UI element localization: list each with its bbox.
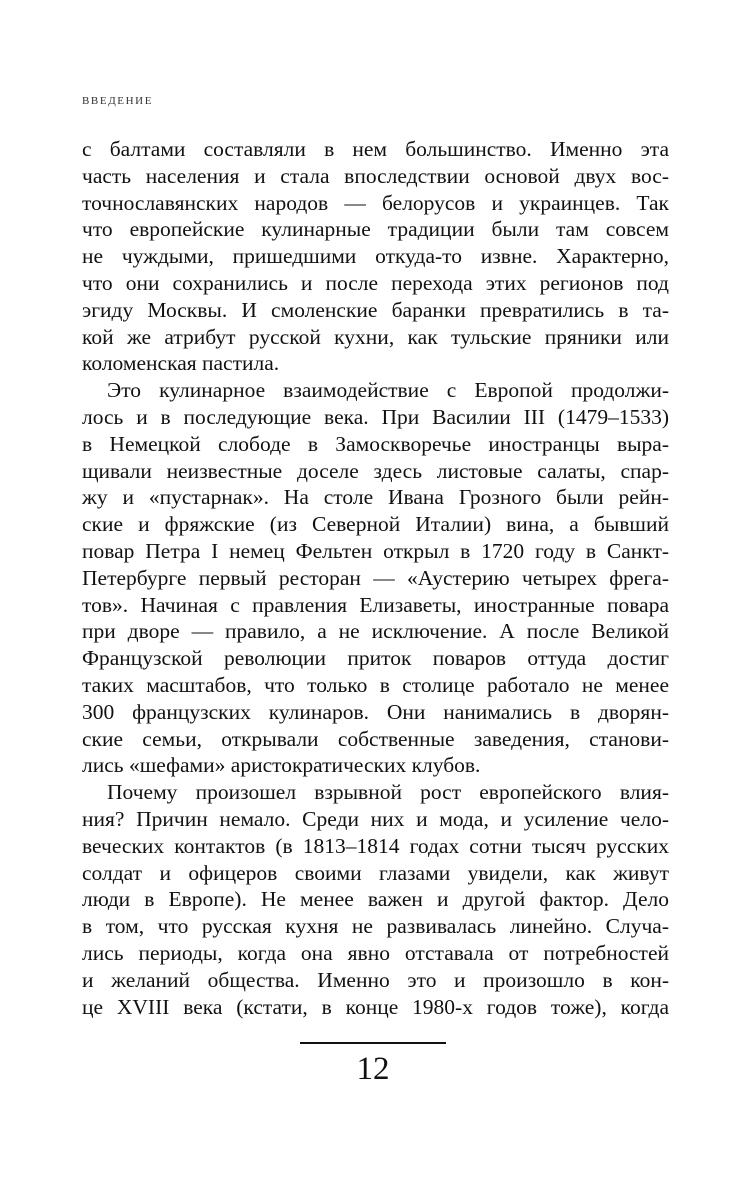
text-line: в том, что русская кухня не развивалась линейно. Случа- (82, 914, 669, 939)
text-line: ские и фряжские (из Северной Италии) вина, а бывший (82, 512, 669, 537)
text-line: коломенская пастила. (82, 351, 280, 376)
text-line: что они сохранились и после перехода этих регионов под (82, 270, 669, 295)
text-line: не чуждыми, пришедшими откуда-то извне. Характерно, (82, 244, 669, 269)
text-line: лись «шефами» аристократических клубов. (82, 753, 481, 778)
text-line: жу и «пустарнак». На столе Ивана Грозного были рейн- (82, 485, 669, 510)
text-line: лось и в последующие века. При Василии III (1479–1533) (82, 404, 669, 429)
text-line: с балтами составляли в нем большинство. Именно эта (82, 137, 669, 161)
running-head: ВВЕДЕНИЕ (82, 95, 154, 107)
text-line: щивали неизвестные доселе здесь листовые салаты, спар- (82, 458, 669, 483)
paragraph (82, 779, 669, 1020)
footer-rule (300, 1042, 446, 1044)
text-line: что европейские кулинарные традиции были там совсем (82, 217, 669, 242)
text-line: повар Петра I немец Фельтен открыл в 1720 году в Санкт- (82, 538, 669, 563)
paragraph (82, 136, 669, 377)
text-line: часть населения и стала впоследствии основой двух вос- (82, 163, 669, 188)
text-line: це XVIII века (кстати, в конце 1980-х годов тоже), когда (82, 994, 669, 1019)
text-line: тов». Начиная с правления Елизаветы, иностранные повара (82, 592, 669, 617)
paragraph (82, 377, 669, 779)
body-text (82, 136, 669, 1020)
text-line: 300 французских кулинаров. Они нанимались в дворян- (82, 699, 669, 724)
text-line: лись периоды, когда она явно отставала от потребностей (82, 940, 669, 965)
text-line: Французской революции приток поваров оттуда достиг (82, 646, 669, 671)
text-line: точнославянских народов — белорусов и украинцев. Так (82, 190, 669, 215)
text-line: ские семьи, открывали собственные заведения, станови- (82, 726, 669, 751)
text-line: эгиду Москвы. И смоленские баранки превратились в та- (82, 297, 669, 322)
text-line: веческих контактов (в 1813–1814 годах сотни тысяч русских (82, 833, 669, 858)
text-line: таких масштабов, что только в столице работало не менее (82, 672, 669, 697)
text-line: Это кулинарное взаимодействие с Европой продолжи- (107, 378, 669, 403)
text-line: люди в Европе). Не менее важен и другой фактор. Дело (82, 887, 669, 912)
text-line: кой же атрибут русской кухни, как тульские пряники или (82, 324, 669, 349)
text-line: и желаний общества. Именно это и произошло в кон- (82, 967, 669, 992)
text-line: Почему произошел взрывной рост европейского влия- (107, 780, 669, 805)
page-number: 12 (356, 1051, 390, 1087)
text-line: Петербурге первый ресторан — «Аустерию четырех фрега- (82, 565, 669, 590)
text-line: в Немецкой слободе в Замоскворечье иностранцы выра- (82, 431, 669, 456)
text-line: ния? Причин немало. Среди них и мода, и усиление чело- (82, 806, 669, 831)
text-line: солдат и офицеров своими глазами увидели, как живут (82, 860, 669, 885)
text-line: при дворе — правило, а не исключение. А после Великой (82, 619, 669, 644)
